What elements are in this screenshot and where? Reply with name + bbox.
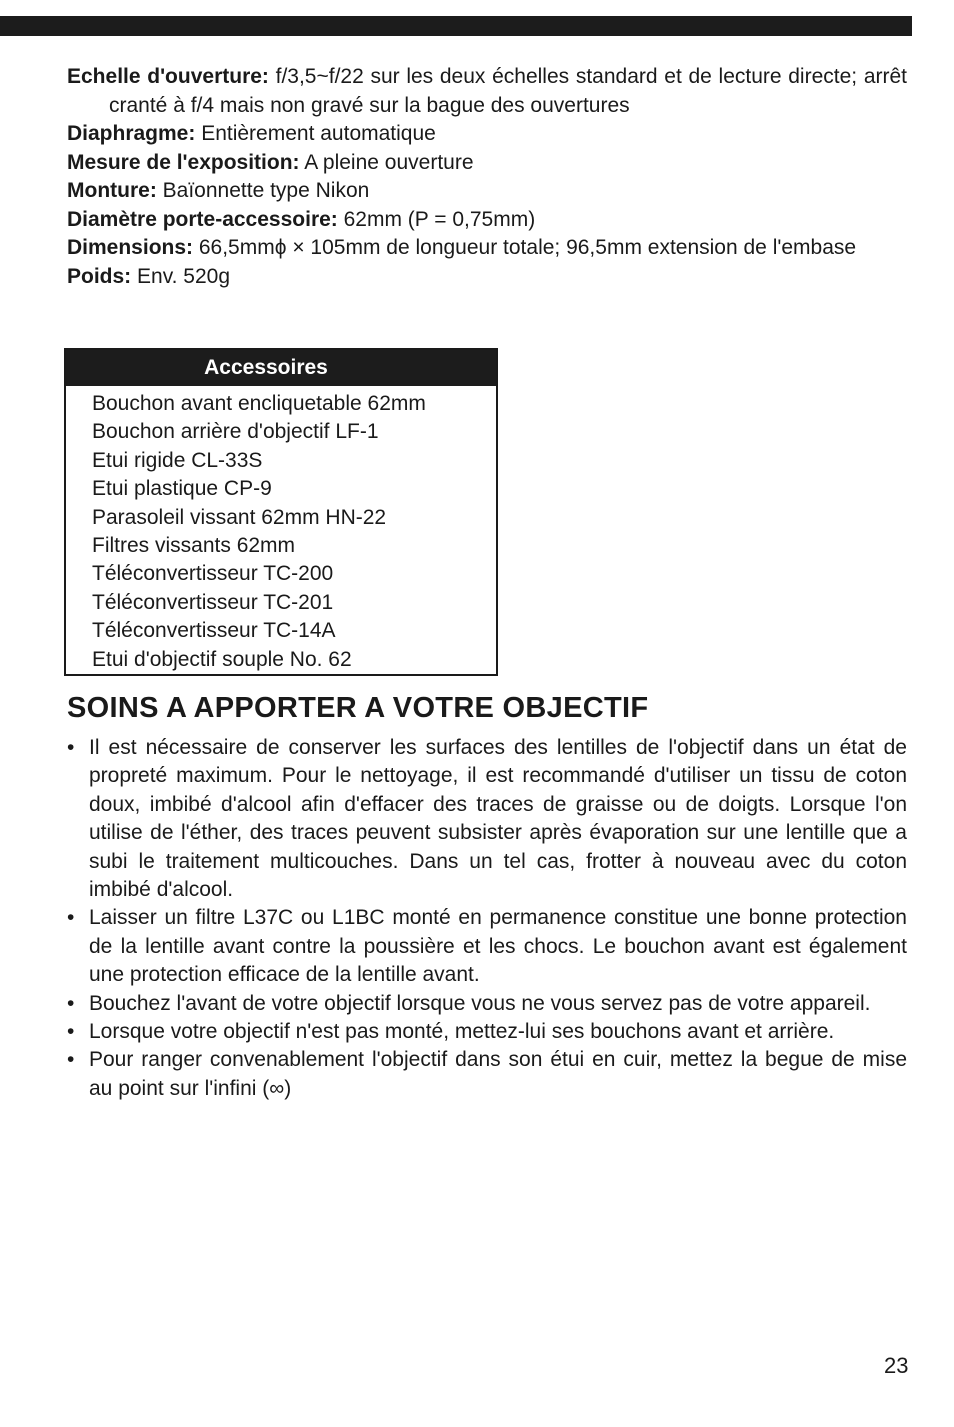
care-item: • Pour ranger convenablement l'objectif dans son étui en cuir, mettez la begue de mise au point sur l'infini (∞) bbox=[67, 1048, 907, 1100]
accessory-item: Etui d'objectif souple No. 62 bbox=[92, 647, 352, 671]
accessory-item: Téléconvertisseur TC-14A bbox=[92, 619, 336, 643]
care-item: • Lorsque votre objectif n'est pas monté, mettez-lui ses bouchons avant et arrière. bbox=[67, 1018, 907, 1046]
accessory-item: Téléconvertisseur TC-200 bbox=[92, 562, 334, 586]
accessory-item: Bouchon arrière d'objectif LF-1 bbox=[92, 420, 379, 444]
accessories-box bbox=[64, 348, 498, 676]
bullet-icon: • bbox=[67, 1048, 75, 1072]
bullet-icon: • bbox=[67, 736, 75, 759]
care-item: • Il est nécessaire de conserver les surfaces des lentilles de l'objectif dans un état de propreté maximum. Pour le nettoyage, il est recommandé d'utiliser un tissu de coton doux, imbibé d'alcool afin d'effacer des traces de graisse ou de doigts. Lorsque l'on utilise de l'éther, des traces peuvent subsister après évaporation sur une lentille que a subi le traitement multicouches. Dans un tel cas, frotter à nouveau avec du coton imbibé d'alcool. bbox=[67, 736, 907, 902]
accessory-item: Téléconvertisseur TC-201 bbox=[92, 590, 334, 614]
page-number: 23 bbox=[884, 1353, 909, 1378]
spec-mount: Monture: Baïonnette type Nikon bbox=[67, 179, 370, 202]
bullet-icon: • bbox=[67, 906, 75, 930]
accessory-item: Etui rigide CL-33S bbox=[92, 448, 263, 472]
spec-weight: Poids: Env. 520g bbox=[67, 264, 231, 288]
accessories-list bbox=[66, 386, 496, 674]
accessory-item: Parasoleil vissant 62mm HN-22 bbox=[92, 505, 387, 529]
care-item: • Laisser un filtre L37C ou L1BC monté en permanence constitue une bonne protection de la lentille avant contre la poussière et les chocs. Le bouchon avant est également une protection efficace de la lentille avant. bbox=[67, 906, 907, 987]
spec-aperture-scale: Echelle d'ouverture: f/3,5~f/22 sur les deux échelles standard et de lecture directe; arrêt cranté à f/4 mais non gravé sur la bague des ouvertures bbox=[67, 65, 907, 117]
spec-filter-diameter: Diamètre porte-accessoire: 62mm (P = 0,75mm) bbox=[67, 207, 536, 231]
accessory-item: Etui plastique CP-9 bbox=[92, 477, 272, 501]
accessory-item: Bouchon avant encliquetable 62mm bbox=[92, 392, 426, 415]
bullet-icon: • bbox=[67, 991, 75, 1015]
bullet-icon: • bbox=[67, 1020, 75, 1044]
spec-dimensions: Dimensions: 66,5mmϕ × 105mm de longueur totale; 96,5mm extension de l'embase bbox=[67, 236, 857, 259]
care-item: • Bouchez l'avant de votre objectif lorsque vous ne vous servez pas de votre appareil. bbox=[67, 990, 907, 1018]
accessories-title: Accessoires bbox=[66, 350, 496, 386]
specifications bbox=[67, 63, 907, 291]
accessory-item: Filtres vissants 62mm bbox=[92, 534, 296, 558]
care-section-title: SOINS A APPORTER A VOTRE OBJECTIF bbox=[67, 692, 649, 724]
spec-diaphragm: Diaphragme: Entièrement automatique bbox=[67, 122, 436, 145]
care-list bbox=[67, 734, 907, 1103]
spec-exposure-metering: Mesure de l'exposition: A pleine ouverture bbox=[67, 150, 474, 174]
top-bar bbox=[0, 16, 912, 36]
